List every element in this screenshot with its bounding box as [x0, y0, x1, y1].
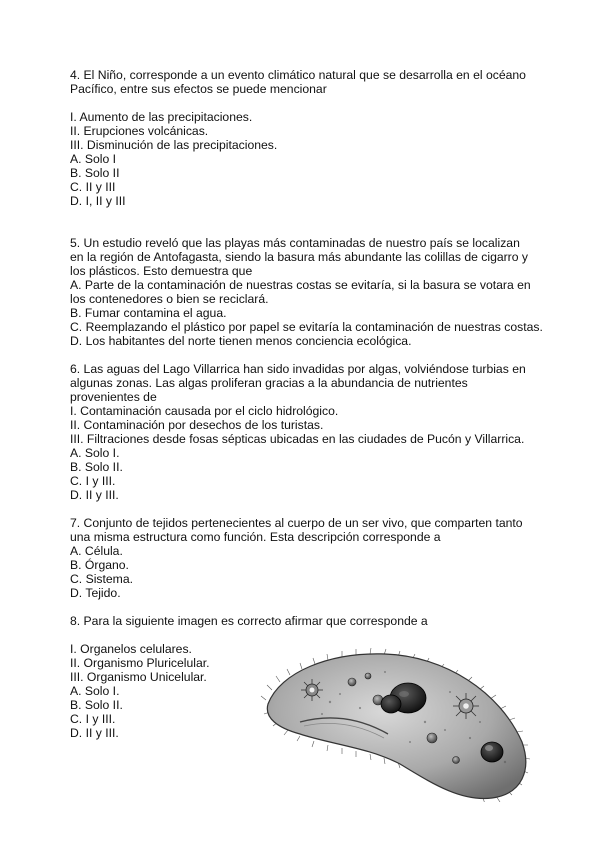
q8-statement-2: II. Organismo Pluricelular. — [70, 656, 210, 670]
q8-option-d: D. II y III. — [70, 726, 119, 740]
q8-statement-3: III. Organismo Unicelular. — [70, 670, 207, 684]
worksheet-page — [70, 68, 543, 740]
q4-option-c: C. II y III — [70, 180, 116, 194]
q8-option-a: A. Solo I. — [70, 684, 120, 698]
q5-option-b: B. Fumar contamina el agua. — [70, 306, 227, 320]
q6-option-c: C. I y III. — [70, 474, 116, 488]
q5-option-c: C. Reemplazando el plástico por papel se evitaría la contaminación de nuestras costas. — [70, 320, 543, 334]
q6-option-a: A. Solo I. — [70, 446, 120, 460]
q5-option-d: D. Los habitantes del norte tienen menos conciencia ecológica. — [70, 334, 412, 348]
q6-option-d: D. II y III. — [70, 488, 119, 502]
q4-statement-1: I. Aumento de las precipitaciones. — [70, 110, 253, 124]
q4-option-b: B. Solo II — [70, 166, 120, 180]
question-4 — [70, 68, 532, 208]
q7-option-a: A. Célula. — [70, 544, 123, 558]
q7-option-b: B. Órgano. — [70, 558, 129, 572]
question-4-stem: 4. El Niño, corresponde a un evento climático natural que se desarrolla en el océano Pacífico, entre sus efectos se puede mencionar — [70, 68, 526, 96]
q5-option-a: A. Parte de la contaminación de nuestras costas se evitaría, si la basura se votara en los contenedores o bien se reciclará. — [70, 278, 531, 306]
q4-statement-3: III. Disminución de las precipitaciones. — [70, 138, 278, 152]
q6-option-b: B. Solo II. — [70, 460, 123, 474]
q4-option-a: A. Solo I — [70, 152, 117, 166]
q6-statement-2: II. Contaminación por desechos de los turistas. — [70, 418, 324, 432]
question-7-stem: 7. Conjunto de tejidos pertenecientes al cuerpo de un ser vivo, que comparten tanto una misma estructura como función. Esta descripción corresponde a — [70, 516, 523, 544]
question-6-stem: 6. Las aguas del Lago Villarrica han sido invadidas por algas, volviéndose turbias en algunas zonas. Las algas proliferan gracias a la abundancia de nutrientes provenientes de — [70, 362, 526, 404]
q6-statement-1: I. Contaminación causada por el ciclo hidrológico. — [70, 404, 339, 418]
food-vacuole — [453, 757, 460, 764]
q7-option-d: D. Tejido. — [70, 586, 121, 600]
q8-option-b: B. Solo II. — [70, 698, 123, 712]
question-8 — [70, 614, 532, 740]
q4-statement-2: II. Erupciones volcánicas. — [70, 124, 209, 138]
question-8-stem: 8. Para la siguiente imagen es correcto afirmar que corresponde a — [70, 614, 428, 628]
question-5 — [70, 236, 543, 348]
question-6 — [70, 362, 532, 502]
question-5-stem: 5. Un estudio reveló que las playas más contaminadas de nuestro país se localizan en la región de Antofagasta, siendo la basura más abundante las colillas de cigarro y los plásticos. Esto demuestra que — [70, 236, 529, 278]
question-7 — [70, 516, 532, 600]
q8-statement-1: I. Organelos celulares. — [70, 642, 192, 656]
q8-option-c: C. I y III. — [70, 712, 116, 726]
q4-option-d: D. I, II y III — [70, 194, 126, 208]
q6-statement-3: III. Filtraciones desde fosas sépticas ubicadas en las ciudades de Pucón y Villarrica. — [70, 432, 525, 446]
large-vacuole — [481, 742, 503, 762]
q7-option-c: C. Sistema. — [70, 572, 133, 586]
